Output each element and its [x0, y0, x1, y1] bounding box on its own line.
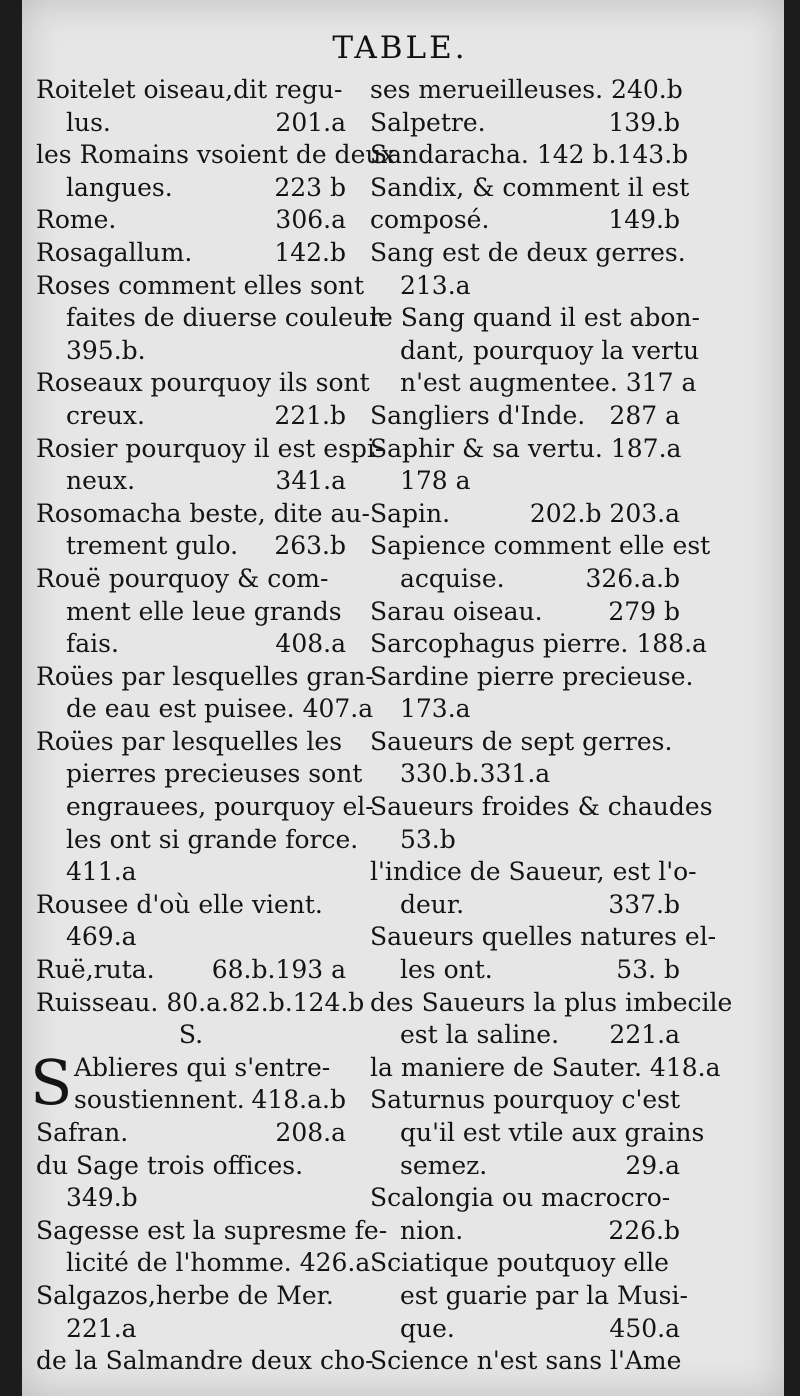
entry-text: pierres precieuses sont	[66, 759, 363, 789]
index-entry-line	[370, 204, 680, 237]
entry-text: lus.	[66, 107, 111, 137]
index-entry-line	[370, 987, 733, 1020]
index-entry-line	[370, 1215, 680, 1248]
page-reference: 187.a	[610, 433, 682, 463]
drop-cap-letter: S	[30, 1045, 73, 1119]
index-entry-line	[370, 563, 680, 596]
entry-text: la maniere de Sauter.	[370, 1052, 642, 1082]
entry-text: Rosomacha beste, dite au-	[36, 498, 370, 528]
entry-text: Roseaux pourquoy ils sont	[36, 368, 370, 398]
index-entry-line	[370, 1150, 680, 1183]
entry-text: acquise.	[400, 563, 505, 593]
index-entry-line	[36, 726, 346, 759]
page-reference: 208.a	[275, 1118, 346, 1147]
entry-text: Saturnus pourquoy c'est	[370, 1085, 680, 1115]
page-reference: 263.b	[274, 531, 346, 561]
entry-text: 349.b	[66, 1183, 138, 1213]
entry-text: Scalongia ou macrocro-	[370, 1183, 671, 1213]
index-entry-line	[36, 1052, 346, 1085]
index-entry-line	[36, 824, 359, 857]
page-reference: 139.b	[608, 107, 680, 137]
page-reference: 450.a	[609, 1313, 680, 1343]
index-entry-line	[370, 302, 700, 335]
entry-text: faites de diuerse couleur.	[66, 303, 387, 333]
index-entry-line	[36, 1117, 346, 1150]
entry-text: 330.b.331.a	[400, 759, 551, 789]
page-reference: 418.a.b	[251, 1085, 346, 1115]
entry-text: qu'il est vtile aux grains	[400, 1118, 705, 1147]
index-entry-line	[370, 1117, 705, 1150]
index-entry-line	[36, 400, 346, 433]
entry-text: Sapin.	[370, 498, 451, 528]
index-entry-line	[36, 74, 346, 107]
page-reference: 240.b	[611, 75, 683, 104]
index-entry-line	[36, 302, 387, 335]
index-entry-line	[370, 465, 680, 498]
page-reference: 202.b 203.a	[529, 498, 680, 528]
index-entry-line	[36, 204, 346, 237]
page-reference: 341.a	[275, 466, 346, 496]
index-entry-line	[370, 596, 680, 629]
entry-text: trement gulo.	[66, 531, 239, 561]
index-entry-line	[370, 758, 680, 791]
index-entry-line	[36, 596, 346, 629]
index-entry-line	[370, 889, 680, 922]
index-entry-line	[370, 1280, 688, 1313]
index-entry-line	[36, 1150, 346, 1183]
index-column-right	[370, 74, 733, 1378]
index-entry-line	[36, 1280, 346, 1313]
entry-text: 469.a	[66, 922, 137, 952]
index-entry-line	[370, 335, 700, 368]
index-entry-line	[370, 498, 680, 531]
section-letter: S.	[178, 1020, 204, 1050]
index-entry-line	[370, 107, 680, 140]
index-entry-line	[370, 270, 680, 303]
entry-text: Sandaracha.	[370, 140, 529, 170]
index-entry-line	[370, 1182, 680, 1215]
entry-text: Roses comment elles sont	[36, 270, 365, 300]
page-reference: 287 a	[609, 400, 680, 430]
index-entry-line	[36, 921, 346, 954]
index-entry-line	[36, 107, 346, 140]
index-entry-line	[370, 172, 690, 205]
entry-text: est la saline.	[400, 1020, 560, 1050]
entry-text: n'est augmentee.	[400, 368, 618, 398]
entry-text: Science n'est sans l'Ame	[370, 1346, 682, 1376]
entry-text: Sarcophagus pierre.	[370, 629, 629, 659]
index-entry-line	[370, 693, 680, 726]
entry-text: ment elle leue grands	[66, 596, 342, 626]
entry-text: Roitelet oiseau,dit regu-	[36, 75, 343, 104]
index-entry-line	[36, 1345, 374, 1378]
entry-text: de eau est puisee.	[66, 694, 295, 724]
index-entry-line	[36, 1247, 371, 1280]
page-reference: 221.a	[609, 1020, 680, 1050]
page-reference: 408.a	[275, 629, 346, 659]
entry-text: Rosagallum.	[36, 237, 193, 267]
entry-text: 53.b	[400, 824, 456, 854]
page-reference: 201.a	[275, 107, 346, 137]
index-entry-line	[36, 889, 346, 922]
entry-text: Sardine pierre precieuse.	[370, 661, 694, 691]
index-entry-line	[370, 74, 683, 107]
entry-text: de la Salmandre deux cho-	[36, 1346, 374, 1376]
entry-text: Rouë pourquoy & com-	[36, 563, 329, 593]
page-reference: 426.a	[299, 1248, 371, 1278]
entry-text: Roües par lesquelles gran-	[36, 661, 374, 691]
index-entry-line	[370, 139, 689, 172]
entry-text: neux.	[66, 466, 136, 496]
index-entry-line	[36, 465, 346, 498]
entry-text: engrauees, pourquoy el-	[66, 792, 374, 822]
entry-text: licité de l'homme.	[66, 1248, 292, 1278]
index-entry-line	[370, 791, 713, 824]
entry-text: Rosier pourquoy il est espi-	[36, 433, 384, 463]
entry-text: Ruisseau.	[36, 987, 159, 1017]
index-entry-line	[36, 1215, 388, 1248]
entry-text: les ont.	[400, 955, 493, 985]
entry-text: Sang est de deux gerres.	[370, 237, 686, 267]
entry-text: dant, pourquoy la vertu	[400, 335, 700, 365]
entry-text: est guarie par la Musi-	[400, 1280, 688, 1310]
index-entry-line	[36, 433, 384, 466]
page-reference: 418.a	[649, 1052, 721, 1082]
entry-text: 178 a	[400, 466, 471, 496]
index-entry-line	[36, 661, 374, 694]
index-entry-line	[36, 1182, 346, 1215]
entry-text: Saueurs froides & chaudes	[370, 792, 713, 822]
index-entry-line	[36, 498, 370, 531]
page-reference: 142 b.143.b	[536, 140, 689, 170]
index-entry-line	[36, 172, 346, 205]
page-reference: 226.b	[608, 1215, 680, 1245]
entry-text: 395.b.	[66, 335, 146, 365]
index-entry-line	[370, 1247, 680, 1280]
entry-text: Ablieres qui s'entre-	[74, 1052, 331, 1082]
index-entry-line	[370, 921, 717, 954]
index-entry-line	[370, 433, 680, 466]
entry-text: Saphir & sa vertu.	[370, 433, 603, 463]
entry-text: les Romains vsoient de deux	[36, 140, 396, 170]
index-entry-line	[370, 1019, 680, 1052]
index-entry-line	[36, 139, 396, 172]
index-entry-line	[370, 1084, 680, 1117]
index-entry-line	[370, 954, 680, 987]
index-entry-line	[36, 563, 346, 596]
page-reference: 68.b.193 a	[211, 955, 346, 985]
index-entry-line	[36, 856, 346, 889]
entry-text: Saueurs de sept gerres.	[370, 726, 673, 756]
page-reference: 326.a.b	[585, 563, 680, 593]
entry-text: Salgazos,herbe de Mer.	[36, 1280, 334, 1310]
index-entry-line	[36, 367, 370, 400]
page-reference: 142.b	[274, 237, 346, 267]
index-entry-line	[36, 530, 346, 563]
entry-text: Sapience comment elle est	[370, 531, 711, 561]
entry-text: deur.	[400, 889, 465, 919]
entry-text: l'indice de Saueur, est l'o-	[370, 857, 697, 887]
entry-text: Sarau oiseau.	[370, 596, 543, 626]
index-entry-line	[370, 237, 686, 270]
entry-text: 213.a	[400, 270, 471, 300]
entry-text: que.	[400, 1313, 455, 1343]
entry-text: Ruë,ruta.	[36, 955, 155, 985]
page-reference: 221.b	[274, 400, 346, 430]
index-entry-line	[36, 693, 374, 726]
index-column-left	[30, 74, 396, 1378]
index-entry-line	[370, 1052, 721, 1085]
index-entry-line	[370, 628, 707, 661]
page-reference: 149.b	[608, 205, 680, 235]
entry-text: des Saueurs la plus imbecile	[370, 987, 733, 1017]
entry-text: Sandix, & comment il est	[370, 172, 690, 202]
index-entry-line	[370, 367, 697, 400]
entry-text: les ont si grande force.	[66, 824, 359, 854]
entry-text: 411.a	[66, 857, 137, 887]
entry-text: creux.	[66, 400, 145, 430]
page-reference: 80.a.82.b.124.b	[166, 987, 365, 1017]
index-entry-line	[370, 856, 697, 889]
index-entry-line	[36, 791, 374, 824]
index-entry-line	[36, 954, 346, 987]
entry-text: semez.	[400, 1150, 488, 1180]
entry-text: Sciatique poutquoy elle	[370, 1248, 669, 1278]
index-entry-line	[36, 270, 365, 303]
page-header: TABLE.	[332, 30, 468, 66]
entry-text: le Sang quand il est abon-	[370, 303, 700, 333]
entry-text: Safran.	[36, 1118, 129, 1147]
page-reference: 279 b	[608, 596, 680, 626]
entry-text: composé.	[370, 205, 490, 235]
page-reference: 407.a	[302, 694, 374, 724]
index-entry-line	[370, 530, 711, 563]
entry-text: Sagesse est la supresme fe-	[36, 1215, 388, 1245]
page-reference: 306.a	[275, 205, 346, 235]
page-reference: 53. b	[616, 955, 680, 985]
entry-text: Sangliers d'Inde.	[370, 400, 586, 430]
entry-text: du Sage trois offices.	[36, 1150, 304, 1180]
entry-text: Rome.	[36, 205, 117, 235]
entry-text: Roües par lesquelles les	[36, 726, 343, 756]
index-entry-line	[370, 400, 680, 433]
index-entry-line	[36, 1084, 346, 1117]
entry-text: nion.	[400, 1215, 464, 1245]
entry-text: ses merueilleuses.	[370, 75, 604, 104]
index-entry-line	[370, 1345, 680, 1378]
index-entry-line	[36, 237, 346, 270]
page-reference: 223 b	[274, 172, 346, 202]
index-entry-line	[370, 726, 680, 759]
entry-text: Rousee d'où elle vient.	[36, 889, 323, 919]
entry-text: langues.	[66, 172, 173, 202]
entry-text: 221.a	[66, 1313, 137, 1343]
index-entry-line	[370, 1313, 680, 1346]
entry-text: soustiennent.	[74, 1085, 245, 1115]
index-entry-line	[36, 758, 363, 791]
entry-text: Salpetre.	[370, 107, 486, 137]
page-reference: 29.a	[625, 1150, 680, 1180]
entry-text: 173.a	[400, 694, 471, 724]
page-reference: 337.b	[608, 889, 680, 919]
page-reference: 317 a	[625, 368, 697, 398]
index-entry-line	[36, 335, 346, 368]
index-entry-line	[370, 824, 680, 857]
page-reference: 188.a	[636, 629, 707, 659]
index-entry-line	[370, 661, 694, 694]
index-entry-line	[36, 987, 365, 1020]
entry-text: fais.	[66, 629, 119, 659]
index-entry-line	[36, 628, 346, 661]
drop-cap-entry	[30, 1045, 346, 1119]
index-entry-line	[36, 1313, 346, 1346]
entry-text: Saueurs quelles natures el-	[370, 922, 717, 952]
